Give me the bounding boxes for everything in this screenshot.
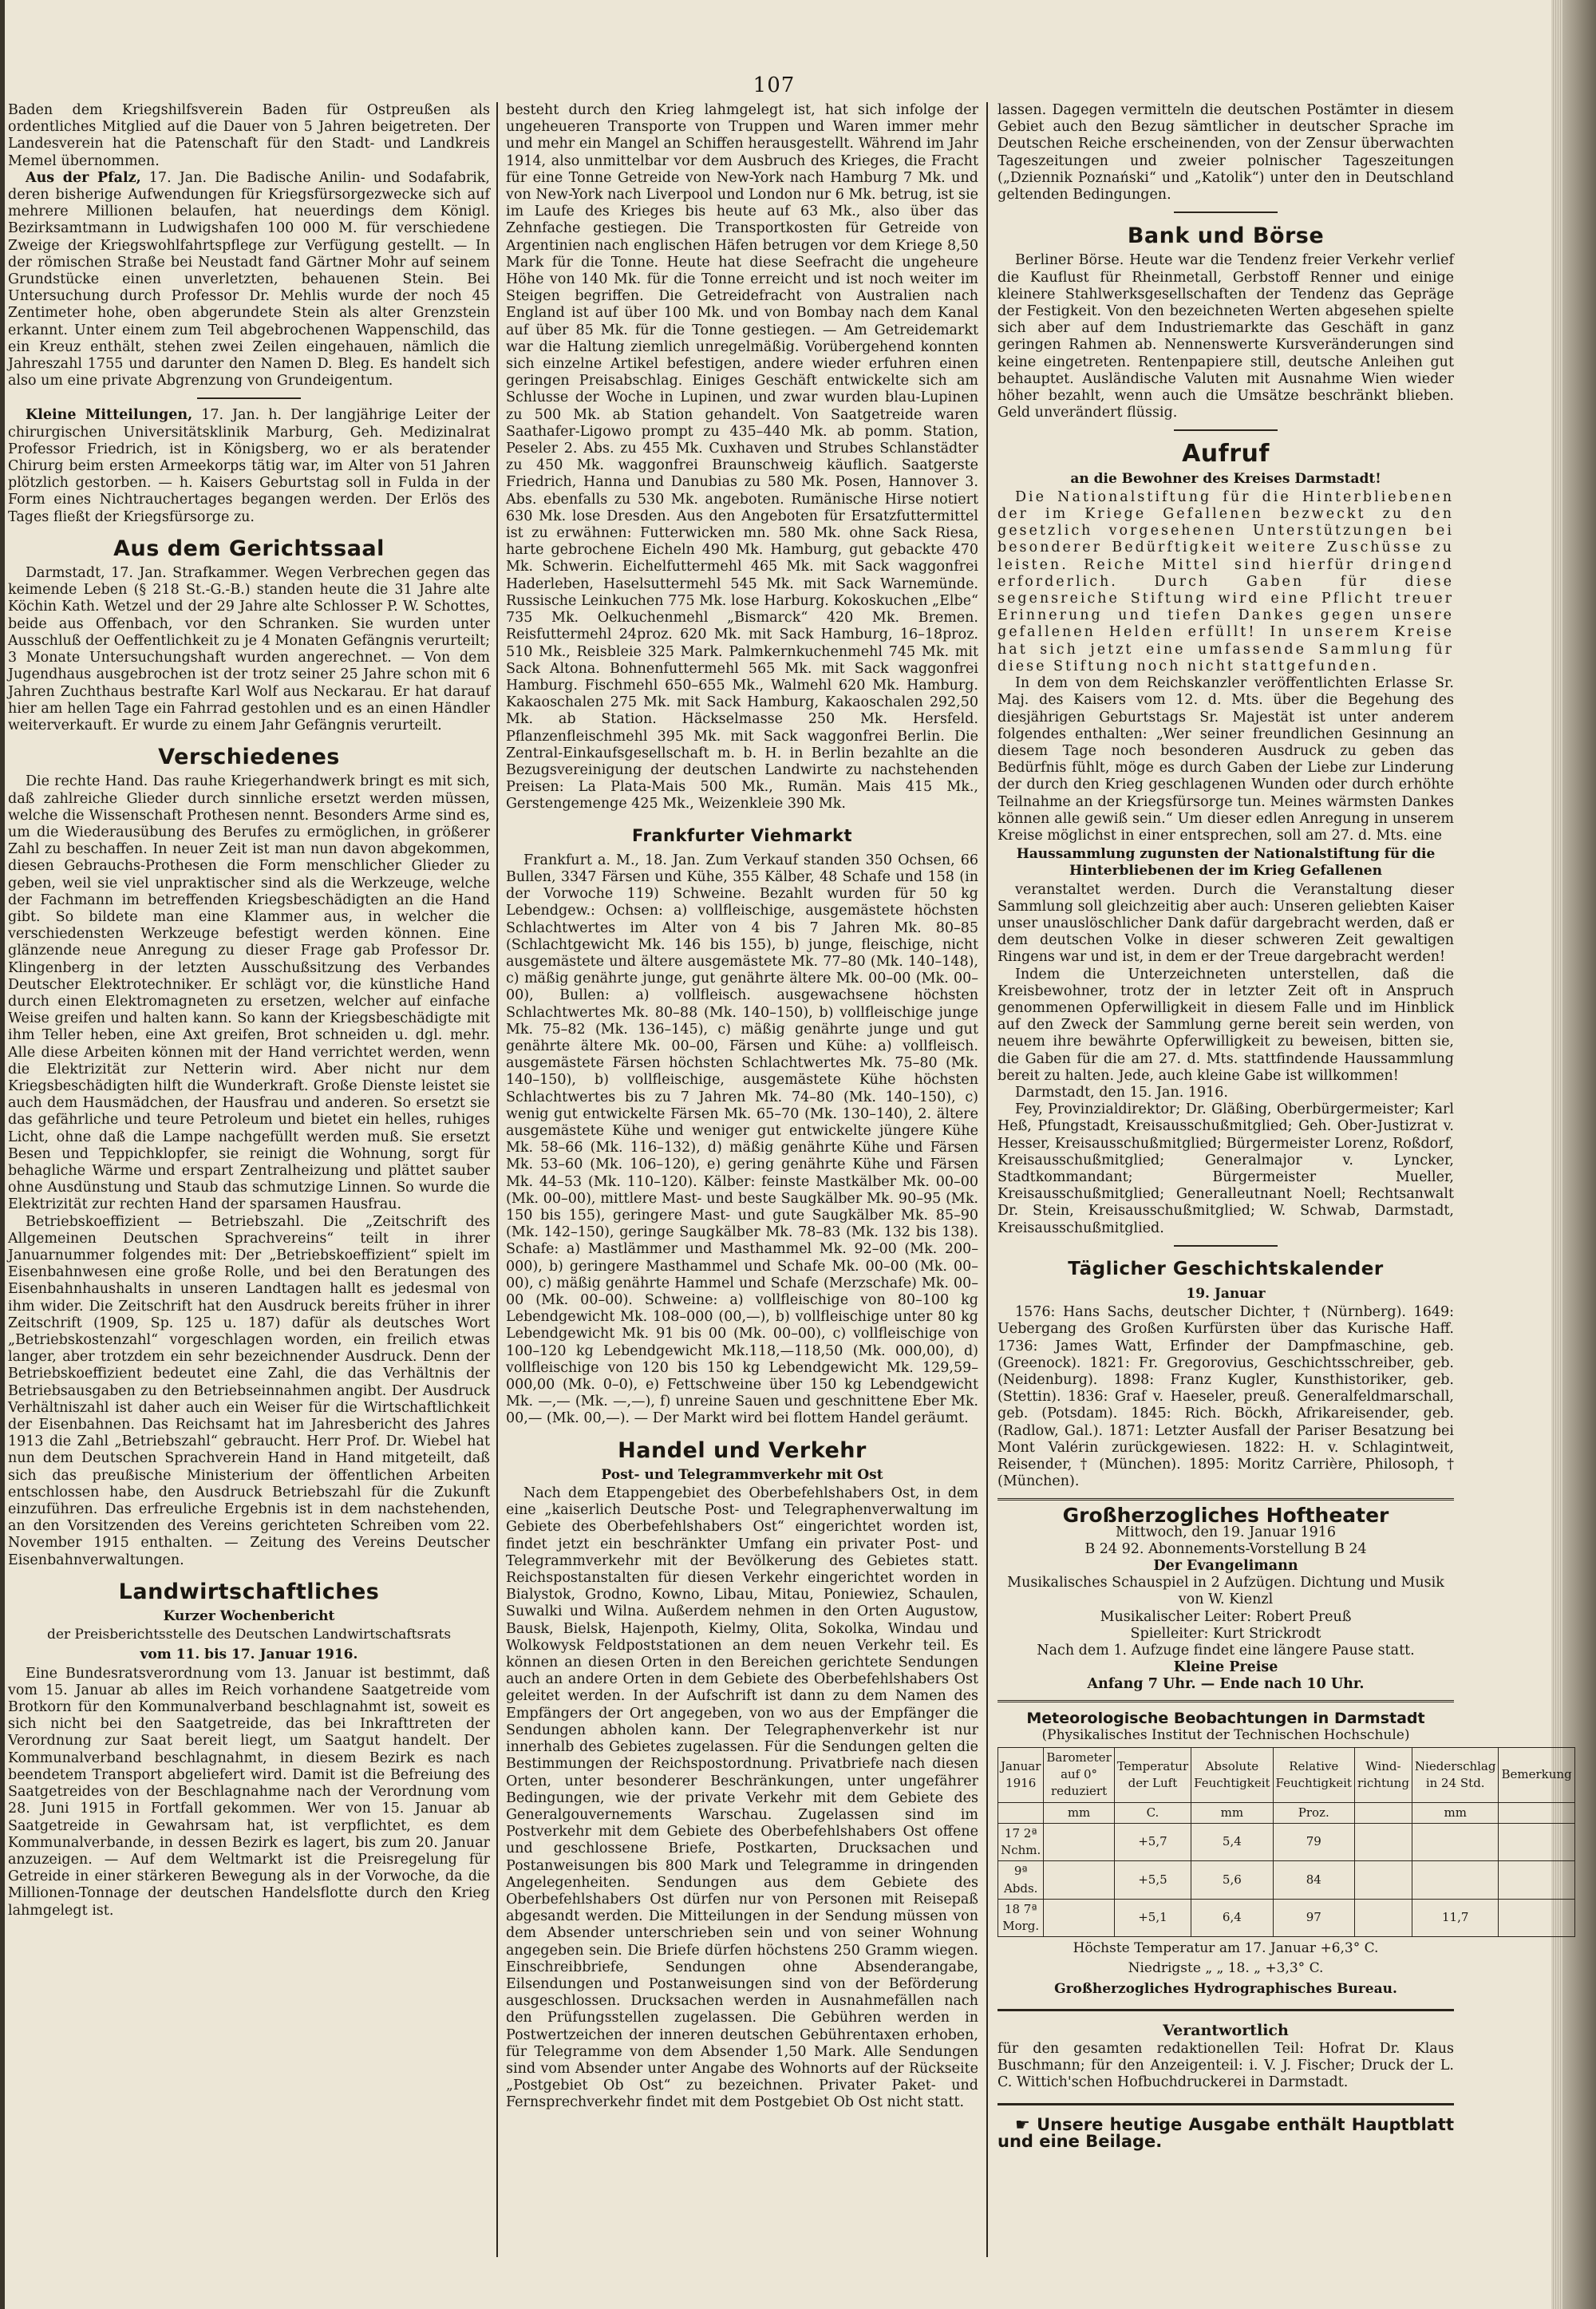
weather-table (998, 1747, 1575, 1937)
article-text: 17. Jan. h. Der langjährige Leiter der chirurgischen Universitätsklinik Marburg, Geh. Medizinalrat Professor Friedrich, ist in Königsberg, wo er als beratender Chirurg beim ersten Armeekorps tätig war, im Alter von 51 Jahren plötzlich gestorben. — h. Kaisers Geburtstag soll in Fulda in der Form eines Nichtrauchertages begangen werden. Der Erlös des Tages fließt der Kriegsfürsorge zu. (8, 407, 490, 525)
binding-gutter (0, 0, 5, 2309)
weather-cell: +5,1 (1114, 1899, 1191, 1936)
table-row (998, 1899, 1575, 1936)
column-3 (998, 102, 1572, 2257)
weather-bureau: Großherzogliches Hydrographisches Bureau. (1054, 1980, 1397, 1997)
theater-notice (998, 1498, 1454, 1702)
section-title: Täglicher Geschichtskalender (1068, 1258, 1384, 1279)
column-2 (506, 102, 978, 2257)
weather-unit: Proz. (1273, 1802, 1354, 1823)
weather-cell (1354, 1861, 1412, 1899)
weather-cell: +5,7 (1114, 1823, 1191, 1860)
weather-header: Niederschlag in 24 Std. (1412, 1748, 1499, 1803)
book-spine-shadow (1562, 0, 1596, 2309)
weather-cell (1499, 1861, 1574, 1899)
section-title: Landwirtschaftliches (118, 1579, 380, 1604)
section-subtitle: 19. Januar (1186, 1286, 1266, 1302)
table-row (998, 1823, 1575, 1860)
column-1 (8, 102, 490, 2257)
section-subtitle: der Preisberichtsstelle des Deutschen Landwirtschaftsrats (46, 1627, 452, 1643)
weather-cell: 9ª Abds. (998, 1861, 1044, 1899)
separator (197, 397, 301, 399)
appeal-highlight: Haussammlung zugunsten der Nationalstiftung für die Hinterbliebenen der im Krieg Gefallenen (1016, 846, 1436, 880)
theater-director: Spielleiter: Kurt Strickrodt (1130, 1625, 1321, 1642)
separator (998, 2103, 1454, 2105)
article-text: Betriebskoeffizient — Betriebszahl. Die „Zeitschrift des Allgemeinen Deutschen Sprachvereins“ teilt in ihrer Januarnummer folgendes mit: Der „Betriebskoeffizient“ spielt im Eisenbahnwesen eine große Rolle, und bei den Beratungen des Eisenbahnhaushalts in unseren Landtagen hallt es jedesmal von ihm wider. Die Zeitschrift hat den Ausdruck bereits früher in ihrer Zeitschrift (1909, Sp. 125 u. 187) dafür als deutsches Wort „Betriebskostenzahl“ vorgeschlagen worden, ein freilich etwas langer, aber trotzdem ein sehr bezeichnender Ausdruck. Denn der Betriebskoeffizient bedeutet eine Zahl, die das Verhältnis der Betriebsausgaben zu den Betriebseinnahmen angibt. Der Ausdruck Verhältniszahl ist daher auch ein Weiser für die Wirtschaftlichkeit der Eisenbahnen. Das Reichsamt hat im Jahresbericht des Jahres 1913 die Zahl „Betriebszahl“ gebraucht. Herr Prof. Dr. Wiebel hat nun dem Deutschen Sprachverein Hand in Hand mitgeteilt, daß sich das preußische Ministerium der öffentlichen Arbeiten entschlossen habe, den Ausdruck Betriebszahl für die Zukunft einzuführen. Das erfreuliche Ergebnis ist in dem nachstehenden, an den Vorsitzenden des Vereins gerichteten Schreiben vom 22. November 1915 enthalten. — Zeitung des Vereins Deutscher Eisenbahnverwaltungen. (8, 1213, 490, 1568)
weather-header: Absolute Feuchtigkeit (1191, 1748, 1273, 1803)
weather-min: Niedrigste „ „ 18. „ +3,3° C. (1128, 1960, 1324, 1977)
theater-play: Der Evangelimann (1153, 1558, 1298, 1575)
weather-cell (1354, 1899, 1412, 1936)
section-title: Frankfurter Viehmarkt (631, 825, 853, 845)
theater-leader: Musikalischer Leiter: Robert Preuß (1100, 1608, 1352, 1625)
article-text: Frankfurt a. M., 18. Jan. Zum Verkauf standen 350 Ochsen, 66 Bullen, 3347 Färsen und Kühe, 355 Kälber, 48 Schafe und 158 (in der Vorwoche 119) Schweine. Bezahlt wurden für 50 kg Lebendgew.: Ochsen: a) vollfleischige, ausgemästete höchsten Schlachtwertes im Alter von 4 bis 7 Jahren Mk. 80–85 (Schlachtgewicht Mk. 146 bis 155), b) junge, fleischige, nicht ausgemästete und ältere ausgemästete Mk. 77–80 (Mk. 140–148), c) mäßig genährte junge, gut genährte ältere Mk. 00–00 (Mk. 00–00), Bullen: a) vollfleisch. ausgewachsene höchsten Schlachtwertes Mk. 80–88 (Mk. 140–150), b) vollfleischige junge Mk. 75–82 (Mk. 136–145), c) mäßig genährte junge und gut genährte ältere Mk. 00–00, Färsen und Kühe: a) vollfleisch. ausgemästete Färsen höchsten Schlachtwertes Mk. 75–80 (Mk. 140–150), b) vollfleischige, ausgemästete Kühe höchsten Schlachtwertes bis zu 7 Jahren Mk. 74–80 (Mk. 140–150), c) wenig gut entwickelte Färsen Mk. 65–70 (Mk. 130–140), 2. ältere ausgemästete Kühe und weniger gut entwickelte jüngere Kühe Mk. 58–66 (Mk. 116–132), d) mäßig genährte Kühe und Färsen Mk. 53–60 (Mk. 106–120), e) gering genährte Kühe und Färsen Mk. 44–53 (Mk. 110–120). Kälber: feinste Mastkälber Mk. 00–00 (Mk. 00–00), mittlere Mast- und beste Saugkälber Mk. 90–95 (Mk. 150 bis 155), geringere Mast- und gute Saugkälber Mk. 85–90 (Mk. 142–150), geringe Saugkälber Mk. 78–83 (Mk. 132 bis 138). Schafe: a) Mastlämmer und Masthammel Mk. 92–00 (Mk. 200–000), b) geringere Masthammel und Schafe Mk. 00–00 (Mk. 00–00), c) mäßig genährte Hammel und Schafe (Merzschafe) Mk. 00–00 (Mk. 00–00). Schweine: a) vollfleischige von 80–100 kg Lebendgewicht Mk. 108–000 (00,—), b) vollfleischige unter 80 kg Lebendgewicht Mk. 91 bis 00 (Mk. 00–00), c) vollfleischige von 100–120 kg Lebendgewicht Mk.118,—118,50 (Mk. 000,00), d) vollfleischige von 120 bis 150 kg Lebendgewicht Mk. 129,59–000,00 (Mk. 0–0), e) Fettschweine über 150 kg Lebendgewicht Mk. —,— (Mk. —,—), f) unreine Sauen und geschnittene Eber Mk. 00,— (Mk. 00,—). — Der Markt wird bei flottem Handel geräumt. (506, 852, 978, 1427)
table-row (998, 1861, 1575, 1899)
article-text: Nach dem Etappengebiet des Oberbefehlshabers Ost, in dem eine „kaiserlich Deutsche Post- und Telegraphenverwaltung im Gebiete des Oberbefehlshabers Ost“ eingerichtet worden ist, findet jetzt ein beschränkter Umfang ein privater Post- und Telegrammverkehr mit der Bevölkerung des Gebietes statt. Reichspostanstalten für diesen Verkehr eingerichtet worden in Bialystok, Grodno, Kowno, Libau, Mitau, Poniewiez, Schaulen, Suwalki und Wilna. Außerdem nehmen in den Orten Augustow, Bausk, Bielsk, Hajenpoth, Kielmy, Olita, Sokolka, Windau und Wolkowysk Feldpoststationen an dem neuen Verkehr teil. Es können an diesen Orten in den Bereichen gerichtete Sendungen auch an andere Orten in dem Gebiete des Oberbefehlshabers Ost geleitet werden. In der Aufschrift ist dann zu dem Namen des Empfängers der Ort angegeben, von wo aus der Empfänger die Sendungen abholen kann. Der Telegraphenverkehr ist nur innerhalb des Gebietes zugelassen. Für die Sendungen gelten die Bestimmungen der Reichspostordnung. Privatbriefe nach diesen Orten, unter besonderer Beschränkungen, unter ungefährer Bedingungen, wie der private Verkehr mit dem Gebiete des Generalgouvernements Warschau. Zugelassen sind im Postverkehr mit dem Gebiete des Oberbefehlshabers Ost offene und geschlossene Briefe, Postkarten, Drucksachen und Postanweisungen bis 800 Mark und Telegramme in dringenden Angelegenheiten. Sendungen aus dem Gebiete des Oberbefehlshabers Ost dürfen nur von Personen mit Reisepaß abgesandt werden. Die Mitteilungen in der Sendung müssen von dem Absender unterschrieben sein und von seiner Wohnung angegeben sein. Die Briefe dürfen höchstens 250 Gramm wiegen. Einschreibbriefe, Sendungen ohne Absenderangabe, Eilsendungen und Postanweisungen sind von der Beförderung ausgeschlossen. Drucksachen werden in Ausnahmefällen nach den Prüfungsstellen zugelassen. Die Gebühren werden in Postwertzeichen der inneren deutschen Gebührentaxen erhoben, für Telegramme von dem Absender 1,50 Mark. Alle Sendungen sind vom Absender unter Angabe des Wohnorts auf der Rückseite „Postgebiet Ob Ost“ zu bezeichnen. Privater Paket- und Fernsprechverkehr findet mit dem Postgebiet Ob Ost nicht statt. (506, 1485, 978, 2111)
article-text: Eine Bundesratsverordnung vom 13. Januar ist bestimmt, daß vom 15. Januar ab alles im Reich vorhandene Saatgetreide vom Brotkorn für den Kommunalverband beschlagnahmt ist, soweit es sich nicht bei den Saatgetreide, das bei Inkrafttreten der Verordnung zur Saat bereit liegt, um Saatgut handelt. Der Kommunalverband beschlagnahmt, in diesem Bezirk es nach beendetem Transport abgeliefert wird. Damit ist die Befreiung des Saatgetreides von der Beschlagnahme nach der Verordnung vom 28. Juni 1915 in Fortfall gekommen. Wer von 15. Januar ab Saatgetreide in Gewahrsam hat, ist verpflichtet, es dem Kommunalverbande, in dessen Bezirk es lagert, bis zum 20. Januar anzuzeigen. — Auf dem Weltmarkt ist die Preisregelung für Getreide in einer stärkeren Bewegung als in der Vorwoche, da die Millionen-Tonnage der deutschen Handelsflotte durch den Krieg lahmgelegt ist. (8, 1665, 490, 1919)
section-title: Verantwortlich (1163, 2021, 1289, 2039)
theater-prices: Kleine Preise (1173, 1659, 1278, 1676)
article-text: 17. Jan. Die Badische Anilin- und Sodafabrik, deren bisherige Aufwendungen für Kriegsfürsorgezwecke sich auf mehrere Millionen belaufen, hat neuerdings dem Königl. Bezirksamtmann in Ludwigshafen 100 000 M. für verschiedene Zweige der Kriegswohlfahrtspflege zur Verfügung gestellt. — In der römischen Straße bei Neustadt fand Gärtner Mohr auf seinem Grundstücke einen unverletzten, behauenen Stein. Bei Untersuchung durch Professor Dr. Mehlis wurde der noch 45 Zentimeter hohe, oben abgerundete Stein als alter Grenzstein erkannt. Unter einem zum Teil abgebrochenen Wappenschild, das ein Kreuz enthält, stehen zwei Zeilen eingehauen, nämlich die Jahreszahl 1755 und darunter den Namen D. Bleg. Es handelt sich also um eine private Abgrenzung von Grundeigentum. (8, 169, 490, 389)
appeal-text: Die Nationalstiftung für die Hinterbliebenen der im Kriege Gefallenen bezweckt zu den gesetzlich vorgesehenen Unterstützungen bei besonderer Bedürftigkeit weitere Zuschüsse zu leisten. Reiche Mittel sind hierfür dringend erforderlich. Durch Gaben für diese segensreiche Stiftung wird eine Pflicht treuer Erinnerung und tiefen Dankes gegen unsere gefallenen Helden erfüllt! In unserem Kreise hat sich jetzt eine umfassende Sammlung für diese Stiftung noch nicht stattgefunden. (998, 488, 1454, 674)
weather-cell: 84 (1273, 1861, 1354, 1899)
article-text: besteht durch den Krieg lahmgelegt ist, hat sich infolge der ungeheueren Transporte von Truppen und Waren immer mehr und mehr ein Mangel an Schiffen herausgestellt. Während im Jahr 1914, also unmittelbar vor dem Ausbruch des Krieges, die Fracht für eine Tonne Getreide von New-York nach Hamburg 7 Mk. und von New-York nach Liverpool und London nur 6 Mk. betrug, ist sie im Laufe des Krieges bis heute auf 63 Mk., also über das Zehnfache gestiegen. Die Transportkosten für Getreide von Argentinien nach englischen Häfen betrugen vor dem Kriege 8,50 Mark für die Tonne. Heute hat diese Seefracht die ungeheure Höhe von 140 Mk. für die Tonne erreicht und ist noch weiter im Steigen begriffen. Die Getreidefracht von Australien nach England ist auf über 100 Mk. und von Bombay nach dem Kanal auf über 85 Mk. für die Tonne gestiegen. — Am Getreidemarkt war die Haltung ziemlich unregelmäßig. Vorübergehend konnten sich einzelne Artikel befestigen, andere wieder erfuhren einen geringen Preisabschlag. Einiges Geschäft entwickelte sich am Schlusse der Woche in Lupinen, und zwar wurden blau-Lupinen zu 500 Mk. ab Station gehandelt. Von Saatgetreide waren Saathafer-Ligowo prompt zu 435–440 Mk. ab pomm. Station, Peseler 2. Abs. zu 455 Mk. Cuxhaven und Strubes Schlanstädter zu 450 Mk. waggonfrei Braunschweig käuflich. Saatgerste Friedrich, Hanna und Danubias zu 580 Mk. Posen, Hannover 3. Abs. ebenfalls zu 530 Mk. angeboten. Rumänische Hirse notiert 630 Mk. lose Dresden. Aus den Angeboten für Ersatzfuttermittel ist zu erwähnen: Futterwicken mn. 580 Mk. ohne Sack Riesa, harte gebrochene Eicheln 490 Mk. Hamburg, gut gebackte 470 Mk. Schwerin. Eichelfuttermehl 465 Mk. mit Sack waggonfrei Haderleben, Haselsuttermehl 545 Mk. mit Sack Warnemünde. Russische Leinkuchen 775 Mk. lose Harburg. Kokoskuchen „Elbe“ 735 Mk. Oelkuchenmehl „Bismarck“ 420 Mk. Bremen. Reisfuttermehl 24proz. 620 Mk. mit Sack Hamburg, 16–18proz. 510 Mk., Reisbleie 325 Mark. Palmkernkuchenmehl 745 Mk. mit Sack Altona. Bohnenfuttermehl 565 Mk. mit Sack waggonfrei Hamburg. Fischmehl 650–655 Mk., Walmehl 620 Mk. Hamburg. Kakaoschalen 275 Mk. mit Sack Hamburg, Kakaoschalen 292,50 Mk. ab Station. Häckselmasse 250 Mk. Hersfeld. Pflanzenfleischmehl 395 Mk. mit Sack waggonfrei Berlin. Die Zentral-Einkaufsgesellschaft m. b. H. in Berlin bezahlte an die Bezugsvereinigung der deutschen Landwirte zu nachstehenden Preisen: La Plata-Mais 500 Mk., Rumän. Mais 415 Mk., Gerstengemenge 425 Mk., Weizenkleie 390 Mk. (506, 102, 978, 812)
weather-cell: 18 7ª Morg. (998, 1899, 1044, 1936)
weather-cell: 5,4 (1191, 1823, 1273, 1860)
section-subtitle: an die Bewohner des Kreises Darmstadt! (1070, 470, 1381, 487)
edition-note (998, 2114, 1454, 2151)
article-text: lassen. Dagegen vermitteln die deutschen Postämter in diesem Gebiet auch den Bezug sämtlicher in deutscher Sprache im Deutschen Reiche erscheinenden, von der Zensur überwachten Tageszeitungen und zweier polnischer Tageszeitungen („Dziennik Poznański“ und „Katolik“) unter den in Deutschland geltenden Bedingungen. (998, 102, 1454, 204)
column-divider (496, 102, 498, 2257)
weather-header: Temperatur der Luft (1114, 1748, 1191, 1803)
weather-header: Januar 1916 (998, 1748, 1044, 1803)
weather-cell: +5,5 (1114, 1861, 1191, 1899)
theater-pause: Nach dem 1. Aufzuge findet eine längere Pause statt. (1037, 1643, 1415, 1659)
weather-cell (1412, 1823, 1499, 1860)
weather-cell (1499, 1899, 1574, 1936)
weather-cell: 11,7 (1412, 1899, 1499, 1936)
weather-cell: 6,4 (1191, 1899, 1273, 1936)
weather-unit: C. (1114, 1802, 1191, 1823)
section-title: Handel und Verkehr (618, 1437, 867, 1463)
theater-time: Anfang 7 Uhr. — Ende nach 10 Uhr. (1087, 1676, 1365, 1693)
weather-cell: 17 2ª Nchm. (998, 1823, 1044, 1860)
weather-cell: 5,6 (1191, 1861, 1273, 1899)
weather-header-row (998, 1748, 1575, 1803)
weather-unit: mm (1412, 1802, 1499, 1823)
weather-header: Relative Feuchtigkeit (1273, 1748, 1354, 1803)
weather-unit (998, 1802, 1044, 1823)
appeal-date: Darmstadt, den 15. Jan. 1916. (1015, 1084, 1228, 1101)
separator (998, 2009, 1454, 2011)
weather-subtitle: (Physikalisches Institut der Technischen Hochschule) (1041, 1726, 1410, 1743)
weather-header: Bemerkung (1499, 1748, 1574, 1803)
weather-cell (1044, 1861, 1114, 1899)
article-text: Darmstadt, 17. Jan. Strafkammer. Wegen Verbrechen gegen das keimende Leben (§ 218 St.-G.-B.) standen heute die 31 Jahre alte Köchin Kath. Wetzel und der 29 Jahre alte Schlosser P. W. Schottes, beide aus Offenbach, vor den Schranken. Sie wurden unter Ausschluß der Oeffentlichkeit zu je 4 Monaten Gefängnis verurteilt; 3 Monate Untersuchungshaft wurden angerechnet. — Von dem Jugendhaus ausgebrochen ist der trotz seiner 25 Jahre schon mit 6 Jahren Zuchthaus bestrafte Karl Wolf aus Neckarau. Er hat darauf hier am hellen Tage ein Fahrrad gestohlen und es an einen Händler weiterverkauft. Er wurde zu einem Jahr Gefängnis verurteilt. (8, 565, 490, 733)
appeal-text: veranstaltet werden. Durch die Veranstaltung dieser Sammlung soll gleichzeitig aber auch: Unseren geliebten Kaiser unser unauslöschlicher Dank dafür dargebracht werden, daß er dem deutschen Volke in dieser schweren Zeit gewaltigen Ringens war und ist, in dem er der Treue dargebracht werden! (998, 881, 1454, 966)
edition-note-text: Unsere heutige Ausgabe enthält Hauptblatt und eine Beilage. (998, 2114, 1454, 2151)
weather-unit (1499, 1802, 1574, 1823)
appeal-text: Indem die Unterzeichneten unterstellen, daß die Kreisbewohner, trotz der in letzter Zeit oft in Anspruch genommenen Opferwilligkeit in diesem Falle und im Hinblick auf den Zweck der Sammlung gerne bereit sein werden, von neuem ihre bewährte Opferwilligkeit zu beweisen, bitten sie, die Gaben für die am 27. d. Mts. stattfindende Haussammlung bereit zu halten. Jede, auch kleine Gabe ist willkommen! (998, 966, 1454, 1084)
weather-header: Barometer auf 0° reduziert (1044, 1748, 1114, 1803)
weather-max: Höchste Temperatur am 17. Januar +6,3° C. (1073, 1940, 1379, 1957)
theater-subscription: B 24 92. Abonnements-Vorstellung B 24 (1084, 1540, 1367, 1557)
article-heading: Kleine Mitteilungen, (26, 407, 193, 424)
article-text: Berliner Börse. Heute war die Tendenz freier Verkehr verlief die Kauflust für Rheinmetall, Gerbstoff Renner und einige kleinere Stahlwerksgesellschaften der Tendenz das Gepräge der Festigkeit. Von den bezeichneten Werten abgesehen spielte sich aber auf dem Industriemarkte das Geschäft in ganz geringen Rahmen ab. Nennenswerte Kursveränderungen sind keine eingetreten. Rentenpapiere still, deutsche Anleihen gut behauptet. Ausländische Valuten mit Ausnahme Wien wieder höher bezahlt, wenn auch die Umsätze beschränkt blieben. Geld unverändert flüssig. (998, 252, 1454, 421)
pointing-hand-icon: ☛ (1015, 2114, 1037, 2134)
section-subtitle: Kurzer Wochenbericht (163, 1608, 335, 1625)
weather-cell (1044, 1823, 1114, 1860)
weather-cell (1412, 1861, 1499, 1899)
page-stack-edge (1551, 0, 1562, 2309)
column-divider (986, 102, 988, 2257)
weather-cell: 79 (1273, 1823, 1354, 1860)
weather-cell (1499, 1823, 1574, 1860)
article-text: Baden dem Kriegshilfsverein Baden für Ostpreußen als ordentliches Mitglied auf die Dauer von 5 Jahren beigetreten. Der Landesverein hat die Patenschaft für den Stadt- und Landkreis Memel übernommen. (8, 102, 490, 169)
separator (1174, 1245, 1278, 1247)
appeal-signatories: Fey, Provinzialdirektor; Dr. Gläßing, Oberbürgermeister; Karl Heß, Pfungstadt, Kreisausschußmitglied; Geh. Ober-Justizrat v. Hesser, Kreisausschußmitglied; Bürgermeister Lorenz, Roßdorf, Kreisausschußmitglied; Generalmajor v. Lyncker, Stadtkommandant; Bürgermeister Mueller, Kreisausschußmitglied; Generalleutnant Noell; Rechtsanwalt Dr. Stein, Kreisausschußmitglied; W. Schwab, Darmstadt, Kreisausschußmitglied. (998, 1101, 1454, 1236)
section-title: Verschiedenes (158, 745, 340, 770)
section-subtitle: Post- und Telegrammverkehr mit Ost (601, 1466, 883, 1483)
separator (1174, 212, 1278, 213)
article-text: Die rechte Hand. Das rauhe Kriegerhandwerk bringt es mit sich, daß zahlreiche Glieder durch sinnliche ersetzt werden müssen, welche die Wissenschaft Prothesen nennt. Besonders Arme sind es, um die Wiederausübung des Berufes zu ermöglichen, in größerer Zahl zu beschaffen. In neuer Zeit ist man nun davon abgekommen, diesen Gebrauchs-Prothesen die Form menschlicher Glieder zu geben, weil sie viel unpraktischer sind als die Werkzeuge, welche der Fachmann im betreffenden Kriegsbeschädigten an die Hand gibt. So bildete man eine Klammer aus, in welcher die verschiedensten Werkzeuge befestigt werden können. Eine glänzende neue Anregung zu dieser Frage gab Professor Dr. Klingenberg in der letzten Ausschußsitzung des Verbandes Deutscher Elektrotechniker. Er schlägt vor, die künstliche Hand durch einen Elektromagneten zu ersetzen, welcher auf einfache Weise greifen und halten kann. So kann der Kriegsbeschädigte mit ihm Teller heben, eine Axt greifen, Brot schneiden u. dgl. mehr. Alle diese Arbeiten können mit der Hand verrichtet werden, wenn die Elektrizität zur Netterin wird. Aber nicht nur dem Kriegsbeschädigten hilft die Wunderkraft. Große Dienste leistet sie auch dem Hausmädchen, der Hausfrau und anderen. So ersetzt sie das gefährliche und teure Petroleum und bietet ein helles, ruhiges Licht, ohne daß die Lampe nachgefüllt werden muß. Sie ersetzt Besen und Teppichklopfer, sie reinigt die Wohnung, sorgt für behagliche Wärme und erspart Zentralheizung und plättet sauber ohne Ausdünstung und Staub das schmutzige Linnen. So wurde die Elektrizität zur rechten Hand der sparsamen Hausfrau. (8, 773, 490, 1213)
appeal-text: In dem von dem Reichskanzler veröffentlichten Erlasse Sr. Maj. des Kaisers vom 12. d. Mts. über die Begehung des diesjährigen Geburtstags Sr. Majestät ist unter anderem folgendes enthalten: „Wer seiner freundlichen Gesinnung an diesem Tage noch besonderen Ausdruck zu geben das Bedürfnis fühlt, möge es durch Gaben der Liebe zur Linderung der durch den Krieg geschlagenen Wunden oder durch erhöhte Teilnahme an der Kriegsfürsorge tun. Meines wärmsten Dankes können alle gewiß sein.“ Um dieser edlen Anregung in unserem Kreise möglichst in einer entsprechen, soll am 27. d. Mts. eine (998, 675, 1454, 844)
theater-description: Musikalisches Schauspiel in 2 Aufzügen. Dichtung und Musik von W. Kienzl (1007, 1575, 1444, 1608)
weather-cell: 97 (1273, 1899, 1354, 1936)
section-subtitle: vom 11. bis 17. Januar 1916. (140, 1647, 358, 1663)
calendar-text: 1576: Hans Sachs, deutscher Dichter, † (Nürnberg). 1649: Uebergang des Großen Kurfürsten über das Kurische Haff. 1736: James Watt, Erfinder der Dampfmaschine, geb. (Greenock). 1821: Fr. Gregorovius, Geschichtsschreiber, geb. (Neidenburg). 1898: Franz Kugler, Kunsthistoriker, geb. (Stettin). 1836: Graf v. Haeseler, preuß. Generalfeldmarschall, geb. (Potsdam). 1845: Rich. Böckh, Afrikareisender, geb. (Radlow, Gal.). 1871: Letzter Ausfall der Pariser Besatzung bei Mont Valérin zurückgewiesen. 1822: H. v. Schlagintweit, Reisender, † (München). 1895: Moritz Carrière, Philosoph, † (München). (998, 1304, 1454, 1490)
page-number: 107 (753, 73, 796, 97)
weather-unit: mm (1191, 1802, 1273, 1823)
weather-header: Wind-richtung (1354, 1748, 1412, 1803)
theater-date: Mittwoch, den 19. Januar 1916 (1116, 1524, 1336, 1540)
weather-unit-row (998, 1802, 1575, 1823)
article-heading: Aus der Pfalz, (26, 169, 141, 186)
section-title: Aufruf (1182, 440, 1270, 469)
separator (1174, 429, 1278, 431)
weather-unit: mm (1044, 1802, 1114, 1823)
section-title: Bank und Börse (1127, 223, 1325, 249)
weather-title: Meteorologische Beobachtungen in Darmstadt (1026, 1709, 1425, 1727)
weather-cell (1044, 1899, 1114, 1936)
weather-unit (1354, 1802, 1412, 1823)
section-title: Aus dem Gerichtssaal (113, 536, 385, 561)
weather-cell (1354, 1823, 1412, 1860)
theater-title: Großherzogliches Hoftheater (1062, 1504, 1389, 1528)
imprint-text: für den gesamten redaktionellen Teil: Hofrat Dr. Klaus Buschmann; für den Anzeigenteil: i. V. J. Fischer; Druck der L. C. Wittich'schen Hofbuchdruckerei in Darmstadt. (998, 2040, 1454, 2091)
